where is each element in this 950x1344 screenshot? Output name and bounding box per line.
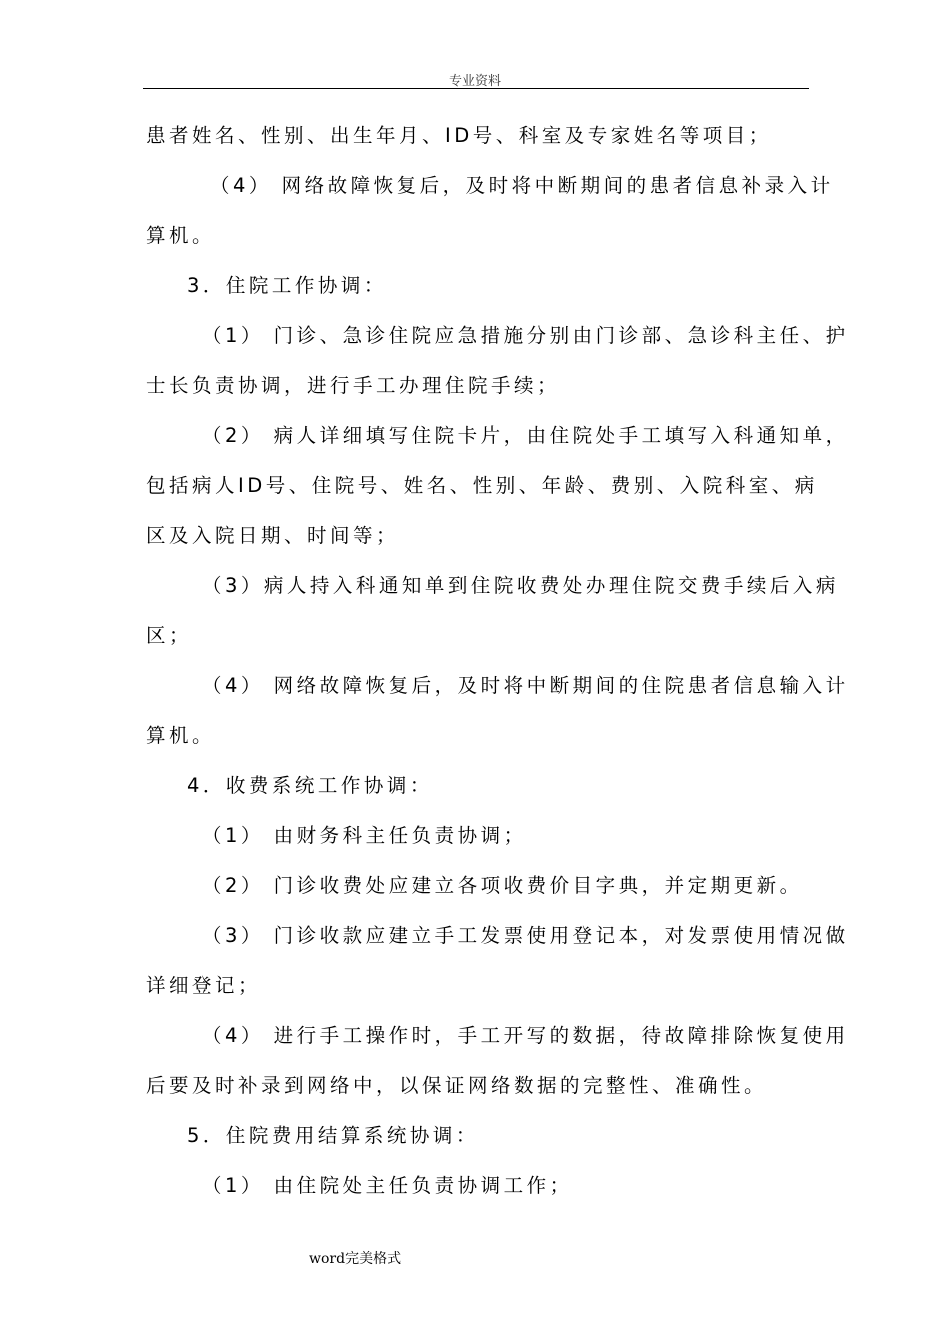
paragraph-line: （2） 病人详细填写住院卡片，由住院处手工填写入科通知单， (202, 424, 849, 447)
section-heading: 4．收费系统工作协调： (187, 774, 433, 797)
header-divider (143, 88, 809, 89)
paragraph-line: 区； (146, 624, 193, 647)
paragraph-line: （3） 门诊收款应建立手工发票使用登记本，对发票使用情况做 (202, 924, 849, 947)
paragraph-line: （1） 由财务科主任负责协调； (202, 824, 527, 847)
paragraph-line: 区及入院日期、时间等； (146, 524, 400, 547)
paragraph-line: （4） 网络故障恢复后，及时将中断期间的住院患者信息输入计 (202, 674, 849, 697)
paragraph-line: 算机。 (146, 724, 216, 747)
paragraph-line: （1） 门诊、急诊住院应急措施分别由门诊部、急诊科主任、护 (202, 324, 849, 347)
paragraph-line: （2） 门诊收费处应建立各项收费价目字典，并定期更新。 (202, 874, 803, 897)
paragraph-line: 后要及时补录到网络中，以保证网络数据的完整性、准确性。 (146, 1074, 768, 1097)
paragraph-line: 士长负责协调，进行手工办理住院手续； (146, 374, 561, 397)
paragraph-line: 包括病人ID号、住院号、姓名、性别、年龄、费别、入院科室、病 (146, 474, 818, 497)
paragraph-line: （3）病人持入科通知单到住院收费处办理住院交费手续后入病 (202, 574, 839, 597)
document-body (146, 118, 849, 1218)
paragraph-line: 算机。 (146, 224, 216, 247)
paragraph-line: （4） 网络故障恢复后，及时将中断期间的患者信息补录入计 (210, 174, 834, 197)
paragraph-line: （4） 进行手工操作时，手工开写的数据，待故障排除恢复使用 (202, 1024, 849, 1047)
paragraph-line: （1） 由住院处主任负责协调工作； (202, 1174, 573, 1197)
section-heading: 3．住院工作协调： (187, 274, 387, 297)
paragraph-line: 患者姓名、性别、出生年月、ID号、科室及专家姓名等项目； (146, 124, 772, 147)
paragraph-line: 详细登记； (146, 974, 262, 997)
page-header: 专业资料 (448, 74, 501, 89)
section-heading: 5．住院费用结算系统协调： (187, 1124, 479, 1147)
page-footer: word完美格式 (309, 1251, 402, 1267)
